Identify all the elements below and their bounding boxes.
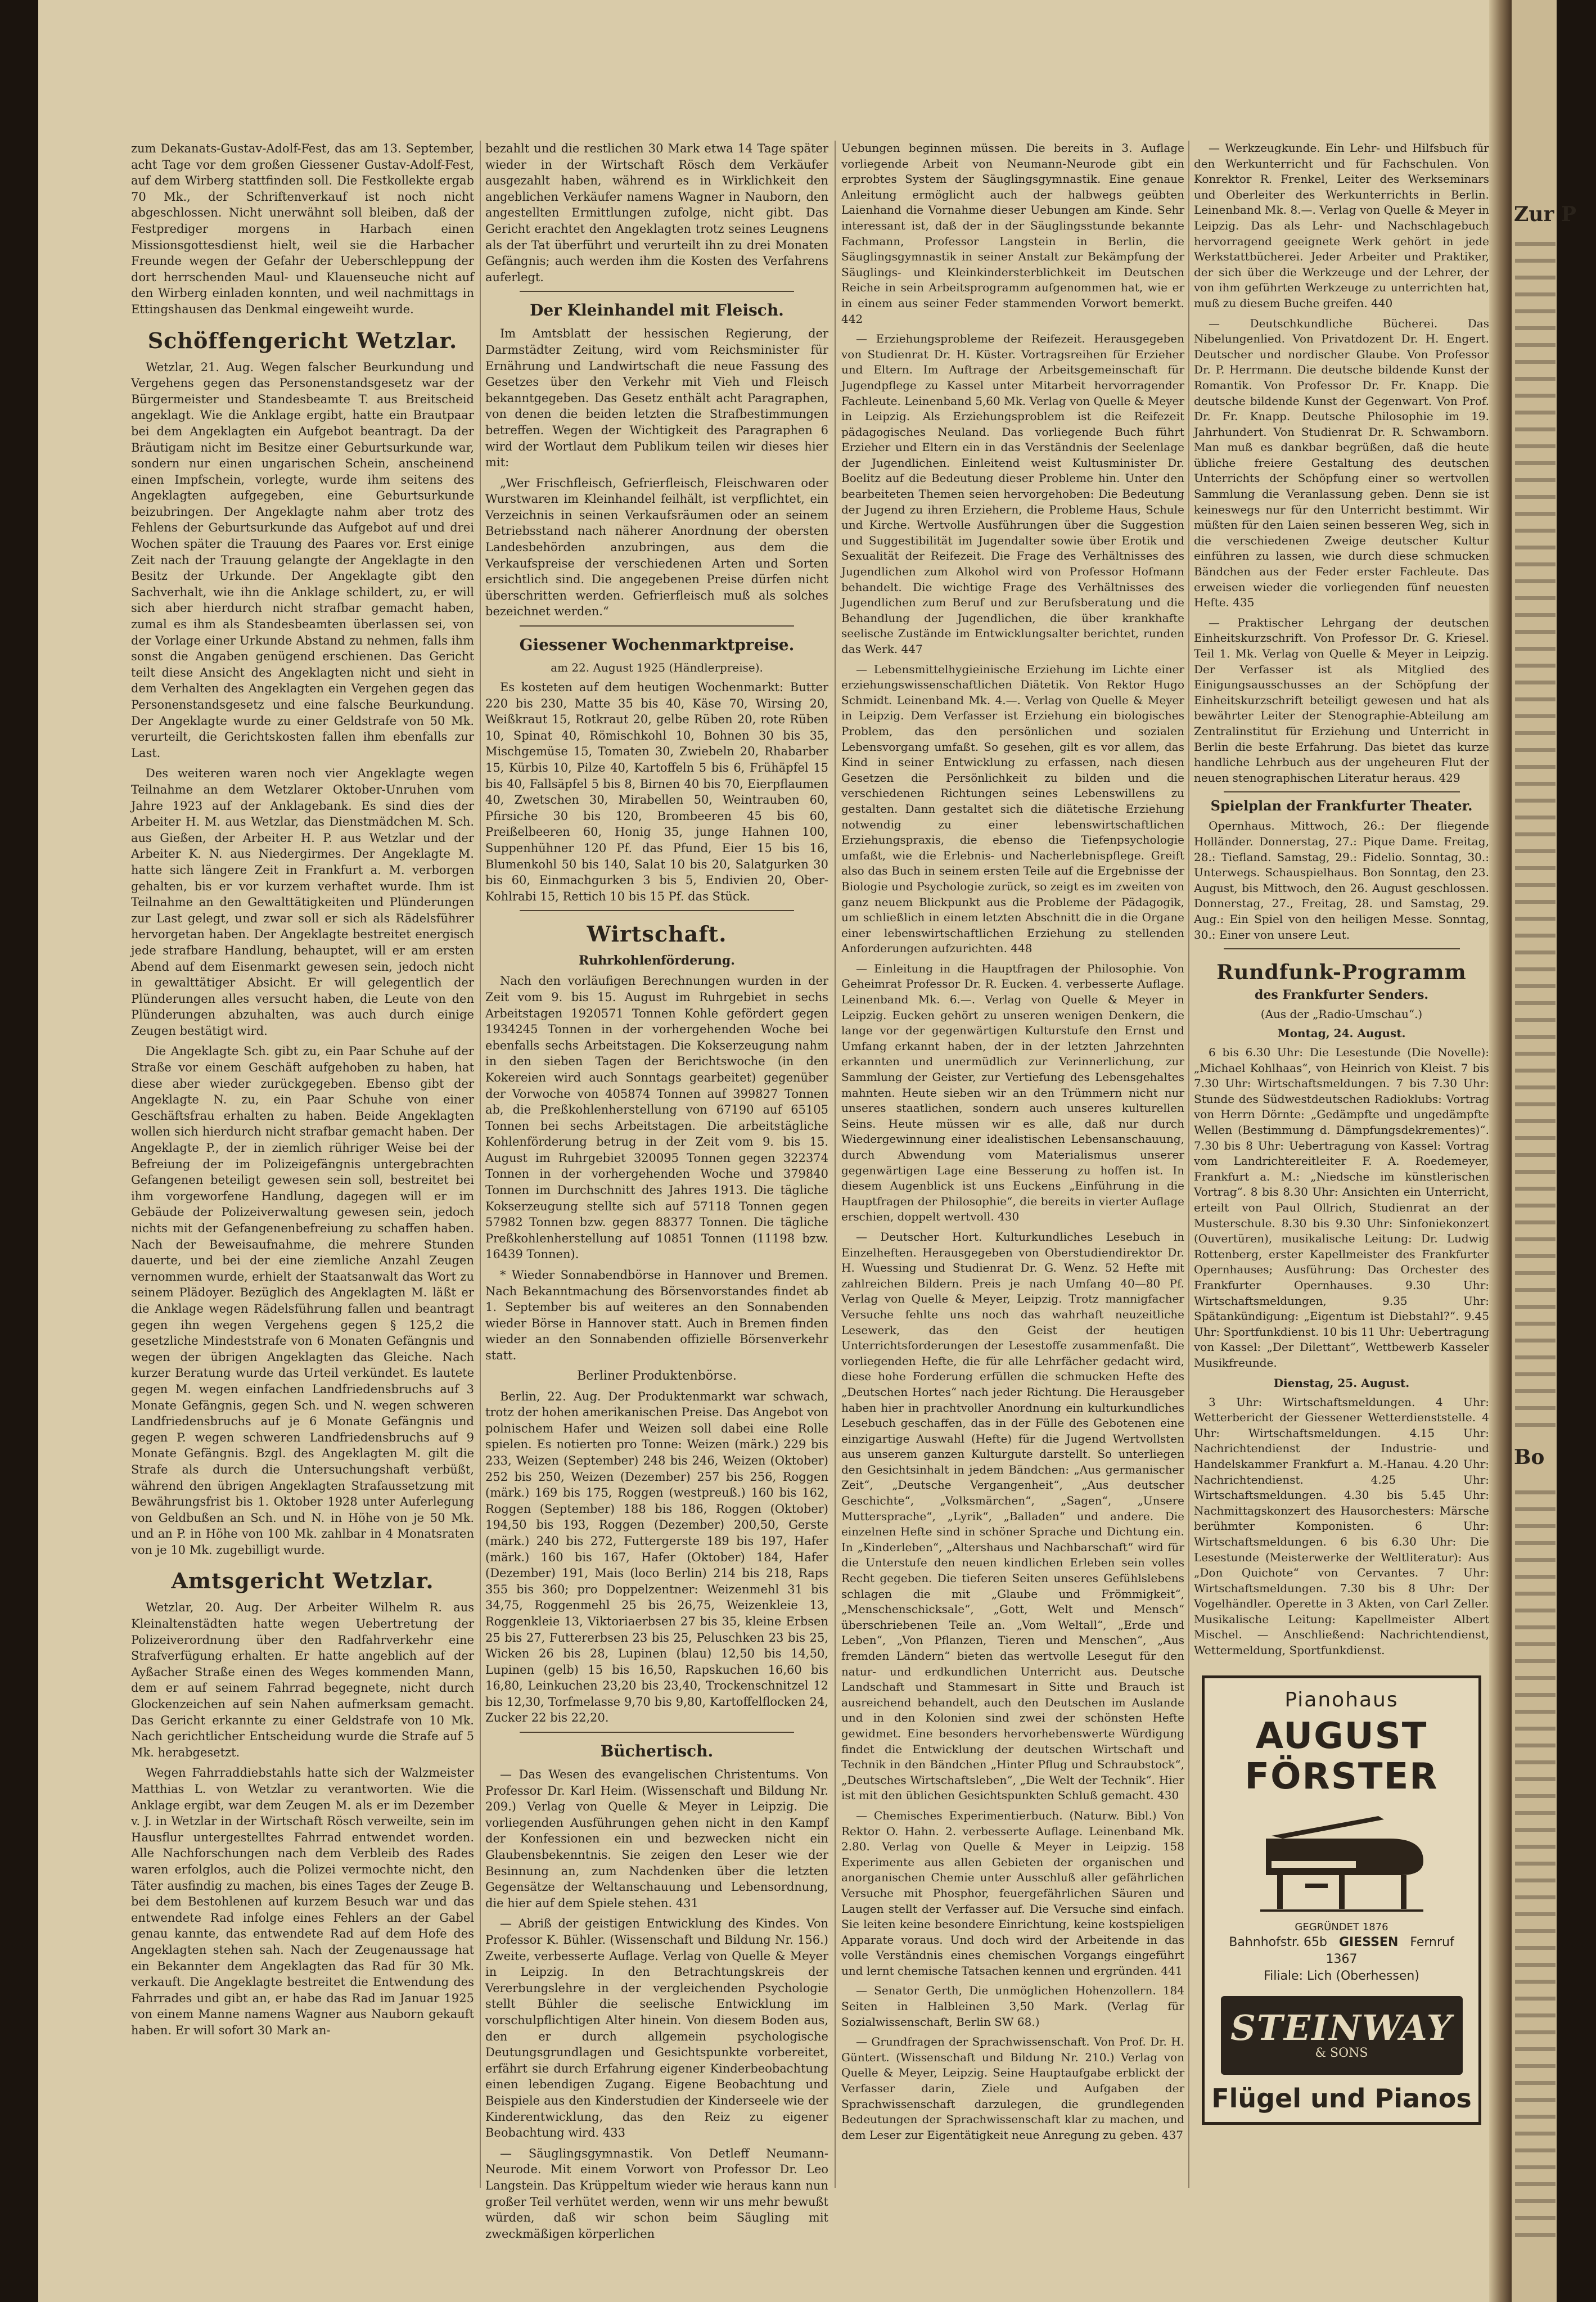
column-rule bbox=[1188, 141, 1189, 2188]
adjacent-text-line bbox=[1515, 900, 1556, 904]
adjacent-text-line bbox=[1515, 1609, 1556, 1612]
article-paragraph: Berlin, 22. Aug. Der Produktenmarkt war schwach, trotz der hohen amerikanischen Preise. Das Angebot von polnischem Hafer und Weizen soll dabei eine Rolle spielen. Es notierten pro Tonne: Weizen (märk.) 229 bis 233, Weizen (September) 248 bis 246, Weizen (Oktober) 252 bis 250, Weizen (Dezember) 257 bis 256, Roggen (märk.) 169 bis 175, Roggen (westpreuß.) 160 bis 162, Roggen (September) 188 bis 186, Roggen (Oktober) 194,50 bis 193, Roggen (Dezember) 200,50, Gerste (märk.) 240 bis 272, Futtergerste 189 bis 197, Hafer (märk.) 160 bis 167, Hafer (Oktober) 184, Hafer (Dezember) 191, Mais (loco Berlin) 214 bis 218, Raps 355 bis 360; pro Doppelzentner: Weizenmehl 31 bis 34,75, Roggenmehl 25 bis 26,75, Weizenkleie 13, Roggenkleie 13, Viktoriaerbsen 27 bis 35, kleine Erbsen 25 bis 27, Futtererbsen 23 bis 25, Peluschken 23 bis 25, Wicken 26 bis 28, Lupinen (blau) 12,50 bis 14,50, Lupinen (gelb) 15 bis 16,50, Rapskuchen 16,60 bis 16,80, Leinkuchen 23,20 bis 23,40, Trockenschnitzel 12 bis 12,30, Torfmelasse 9,70 bis 9,80, Kartoffelflocken 24, Zucker 22 bis 22,20. bbox=[485, 1389, 828, 1725]
article-paragraph: Die Angeklagte Sch. gibt zu, ein Paar Schuhe auf der Straße vor einem Geschäft aufgehoben zu haben, hat diese aber wieder zurückgegeben. Ebenso gibt der Angeklagte N. zu, ein Paar Schuhe von einer Geschäftsfrau erhalten zu haben. Beide Angeklagten wollen sich hierdurch nicht strafbar gemacht haben. Der Angeklagte P., der in ziemlich rühriger Weise bei der Befreiung der im Polizeigefängnis untergebrachten Gefangenen beteiligt gewesen sein soll, bestreitet bei ihm vorgeworfene Handlung, dagegen will er im Gebäude der Polizeiverwaltung gewesen sein, jedoch nichts mit der Gefangenenbefreiung zu schaffen haben. Nach der Beweisaufnahme, die mehrere Stunden dauerte, und bei der eine ziemliche Anzahl Zeugen vernommen wurde, erhielt der Staatsanwalt das Wort zu seinem Plädoyer. Bezüglich des Angeklagten M. läßt er die Anklage wegen Rädelsführung fallen und beantragt gegen ihn wegen Vergehens gegen § 125,2 die gesetzliche Mindeststrafe von 6 Monaten Gefängnis und wegen der übrigen Angeklagten das Gleiche. Nach kurzer Beratung wurde das Urteil verkündet. Es lautete gegen M. wegen einfachen Landfriedensbruchs auf 3 Monate Gefängnis, gegen Sch. und N. wegen schweren Landfriedensbruchs auf je 6 Monate Gefängnis und gegen P. wegen schweren Landfriedensbruchs auf 9 Monate Gefängnis. Bzgl. des Angeklagten M. gilt die Strafe als durch die Untersuchungshaft verbüßt, während den übrigen Angeklagten Strafaussetzung mit Bewährungsfrist bis 1. Oktober 1928 unter Auferlegung von Geldbußen an Sch. und N. in Höhe von je 50 Mk. und an P. in Höhe von 100 Mk. zahlbar in 4 Monatsraten von je 10 Mk. zugebilligt wurde. bbox=[131, 1044, 474, 1557]
book-review: — Das Wesen des evangelischen Christentums. Von Professor Dr. Karl Heim. (Wissenschaft und Bildung Nr. 209.) Verlag von Quelle & Meyer in Leipzig. Die vorliegenden Ausführungen gehen nicht in den Kampf der Konfessionen ein und bezwecken nicht ein Glaubensbekenntnis. Sie zeigen den Leser wie der Besinnung an, zum Nachdenken über die letzten Gegensätze der Weltanschauung und Lebensordnung, die hier auf dem Spiele stehen. 431 bbox=[485, 1768, 828, 1910]
adjacent-text-line bbox=[1515, 1288, 1556, 1292]
adjacent-page-heading: Zur P bbox=[1514, 202, 1577, 226]
adjacent-text-line bbox=[1515, 697, 1556, 701]
adjacent-text-line bbox=[1515, 1676, 1556, 1680]
column-rule bbox=[480, 141, 481, 2188]
day-heading: Montag, 24. August. bbox=[1277, 1026, 1406, 1040]
adjacent-text-line bbox=[1515, 1220, 1556, 1224]
adjacent-text-line bbox=[1515, 1237, 1556, 1241]
article-continuation: zum Dekanats-Gustav-Adolf-Fest, das am 13. September, acht Tage vor dem großen Giessener Gustav-Adolf-Fest, auf dem Wirberg stattfinden soll. Die Festkollekte ergab 70 Mk., der Schriftenverkauf ist noch nicht abgeschlossen. Nicht unerwähnt soll bleiben, daß der Festprediger morgens in Harbach einen Missionsgottesdienst hielt, weil sie die Harbacher Freunde wegen der Gefahr der Ueberschleppung der dort herrschenden Maul- und Klauenseuche nicht auf den Wirberg einladen konnten, und weil nachmittags in Ettingshausen das Denkmal eingeweiht wurde. bbox=[131, 142, 474, 316]
heading-spielplan: Spielplan der Frankfurter Theater. bbox=[1210, 798, 1473, 814]
adjacent-text-line bbox=[1515, 967, 1556, 971]
book-review: — Erziehungsprobleme der Reifezeit. Herausgegeben von Studienrat Dr. H. Küster. Vortragsreihen für Erzieher und Eltern. Im Auftrage der Arbeitsgemeinschaft für Jugendpflege zu Kassel unter Mitarbeit hervorragender Fachleute. Leinenband 5,60 Mk. Verlag von Quelle & Meyer in Leipzig. Als Erziehungsproblem ist die Reifezeit pädagogisches Neuland. Das vorliegende Buch führt Erzieher und Eltern ein in das Verständnis der Seelenlage der Jugendlichen. Einleitend weist Kultusminister Dr. Boelitz auf die Bedeutung dieser Probleme hin. Unter den bearbeiteten Themen seien hervorgehoben: Die Bedeutung der Jugend zu ihren Erziehern, die Probleme Haus, Schule und Kirche. Wertvolle Ausführungen über die Suggestion und Suggestibilität im Jugendalter sowie über Erotik und Sexualität der Reifezeit. Die Frage des Verhältnisses des Jugendlichen zum Alkohol wird von Professor Hofmann behandelt. Die wichtige Frage des Verhältnisses des Jugendlichen zum Beruf und zur Berufsberatung und die Behandlung der Jugendlichen, die über krankhafte seelische Zustände im Entwicklungsalter berichtet, runden das Werk. 447 bbox=[841, 332, 1184, 656]
article-paragraph: „Wer Frischfleisch, Gefrierfleisch, Fleischwaren oder Wurstwaren im Kleinhandel feilhält, ist verpflichtet, ein Verzeichnis in seinen Verkaufsräumen oder an seinem Betriebsstand nach näherer Anordnung der obersten Landesbehörden anzubringen, aus dem die Verkaufspreise der verschiedenen Arten und Sorten ersichtlich sind. Die angegebenen Preise dürfen nicht überschritten werden. Gefrierfleisch muß als solches bezeichnet werden.“ bbox=[485, 476, 828, 619]
adjacent-text-line bbox=[1515, 866, 1556, 870]
adjacent-text-line bbox=[1515, 1102, 1556, 1106]
adjacent-text-line bbox=[1515, 1541, 1556, 1545]
adjacent-text-line bbox=[1515, 1558, 1556, 1562]
adjacent-text-line bbox=[1515, 377, 1556, 381]
column-2 bbox=[485, 141, 828, 2241]
adjacent-text-line bbox=[1515, 1490, 1556, 1494]
adjacent-text-line bbox=[1515, 681, 1556, 684]
adjacent-text-line bbox=[1515, 1254, 1556, 1258]
book-review: — Einleitung in die Hauptfragen der Philosophie. Von Geheimrat Professor Dr. R. Eucken. 4. verbesserte Auflage. Leinenband Mk. 6.—. Verlag von Quelle & Meyer in Leipzig. Eucken gehört zu unseren wenigen Denkern, die lange vor der gegenwärtigen Kulturstufe den Ernst und Umfang erkannt haben, der in der letzten Jahrzehnten erkannten und unermüdlich zur Verinnerlichung, zur Sammlung der Geister, zur Vertiefung des Lebensgehaltes mahnten. Heute sieben wir an den Trümmern nicht nur unseres staatlichen, sondern auch unseres kulturellen Seins. Heute müssen wir es alle, daß nur durch Wiedergewinnung einer idealistischen Lebensanschauung, durch Abwendung vom Materialismus unserer gegenwärtigen Lage eine Besserung zu hoffen ist. In diesem Augenblick ist uns Euckens „Einführung in die Hauptfragen der Philosophie“, die bereits in vierter Auflage erschien, doppelt wertvoll. 430 bbox=[841, 961, 1184, 1224]
adjacent-text-line bbox=[1515, 1507, 1556, 1511]
divider bbox=[520, 1732, 794, 1733]
adjacent-text-line bbox=[1515, 950, 1556, 954]
book-review: — Abriß der geistigen Entwicklung des Kindes. Von Professor K. Bühler. (Wissenschaft und Bildung Nr. 156.) Zweite, verbesserte Auflage. Verlag von Quelle & Meyer in Leipzig. In den Betrachtungskreis der Vererbungslehre in der vergleichenden Psychologie stellt Bühler die seelische Entwicklung im vorschulpflichtigen Alter hinein. Von diesem Boden aus, den er durch allgemein psychologische Deutungsgrundlagen und Gesichtspunkte vorbereitet, erfährt sie durch Erfahrung eigener Kinderbeobachtung einen lebendigen Zugang. Eigene Beobachtung und Beispiele aus den Kinderstudien der Kinderseele wie der Kinderentwicklung, das den Reiz zu eigener Beobachtung wird. 433 bbox=[485, 1917, 828, 2140]
adjacent-text-line bbox=[1515, 984, 1556, 988]
article-paragraph: Des weiteren waren noch vier Angeklagte wegen Teilnahme an dem Wetzlarer Oktober-Unruhen vom Jahre 1923 auf der Anklagebank. Es sind dies der Arbeiter H. M. aus Wetzlar, das Dienstmädchen M. Sch. aus Gießen, der Arbeiter H. P. aus Wetzlar und der Arbeiter K. N. aus Niedergirmes. Der Angeklagte M. hatte sich längere Zeit in Frankfurt a. M. verborgen gehalten, bis er vor kurzem verhaftet wurde. Ihm ist Teilnahme an den Gewalttätigkeiten und Plünderungen zur Last gelegt, und zwar soll er sich als Rädelsführer hervorgetan haben. Der Angeklagte bestreitet energisch jede strafbare Handlung, behauptet, will er am ersten Abend auf dem Eisenmarkt gewesen sein, jedoch nicht in gewalttätiger Absicht. Er will gelegentlich der Plünderungen alles versucht haben, die Leute von den Plünderungen abzuhalten, was auch durch einige Zeugen bestätigt wird. bbox=[131, 767, 474, 1038]
adjacent-text-line bbox=[1515, 276, 1556, 280]
adjacent-text-line bbox=[1515, 259, 1556, 263]
column-3 bbox=[841, 141, 1184, 2188]
adjacent-text-line bbox=[1515, 1271, 1556, 1275]
adjacent-text-line bbox=[1515, 1187, 1556, 1191]
grand-piano-icon bbox=[1249, 1805, 1435, 1917]
article-paragraph: Im Amtsblatt der hessischen Regierung, der Darmstädter Zeitung, wird vom Reichsminister für Ernährung und Landwirtschaft die neue Fassung des Gesetzes über den Verkehr mit Vieh und Fleisch bekanntgegeben. Das Gesetz enthält acht Paragraphen, von denen die beiden letzten die Strafbestimmungen betreffen. Wegen der Wichtigkeit des Paragraphen 6 wird der Wortlaut dem Publikum teilen wir dieses hier mit: bbox=[485, 327, 828, 470]
adjacent-text-line bbox=[1515, 292, 1556, 296]
adjacent-text-line bbox=[1515, 2047, 1556, 2051]
steinway-logo: STEINWAY & SONS bbox=[1221, 1996, 1463, 2075]
adjacent-text-line bbox=[1515, 647, 1556, 651]
ad-tagline: Flügel und Pianos bbox=[1211, 2083, 1472, 2114]
adjacent-text-line bbox=[1515, 2030, 1556, 2034]
heading-kleinhandel: Der Kleinhandel mit Fleisch. bbox=[530, 301, 784, 320]
adjacent-text-line bbox=[1515, 2233, 1556, 2237]
adjacent-text-line bbox=[1515, 2098, 1556, 2102]
adjacent-text-line bbox=[1515, 1659, 1556, 1663]
adjacent-text-line bbox=[1515, 1878, 1556, 1882]
article-paragraph: * Wieder Sonnabendbörse in Hannover und Bremen. Nach Bekanntmachung des Börsenvorstandes findet ab 1. September bis auf weiteres an den Sonnabenden wieder Börse in Hannover statt. Auch in Bremen finden wieder an den Sonnabenden offizielle Börsenverkehr statt. bbox=[485, 1268, 828, 1362]
adjacent-text-line bbox=[1515, 630, 1556, 634]
divider bbox=[520, 910, 794, 911]
adjacent-text-line bbox=[1515, 2199, 1556, 2203]
rundfunk-source: (Aus der „Radio-Umschau“.) bbox=[1260, 1007, 1423, 1021]
heading-ruhrkohle: Ruhrkohlenförderung. bbox=[579, 953, 735, 968]
adjacent-text-line bbox=[1515, 360, 1556, 364]
adjacent-text-line bbox=[1515, 1744, 1556, 1747]
adjacent-text-line bbox=[1515, 832, 1556, 836]
adjacent-text-line bbox=[1515, 1085, 1556, 1089]
newspaper-page bbox=[38, 0, 1577, 2302]
adjacent-text-line bbox=[1515, 1018, 1556, 1022]
market-prices: Es kosteten auf dem heutigen Wochenmarkt: Butter 220 bis 230, Matte 35 bis 40, Käse 70, Wirsing 20, Weißkraut 15, Rotkraut 20, gelbe Rüben 20, rote Rüben 10, Spinat 40, Römischkohl 10, Bohnen 30 bis 35, Mischgemüse 15, Tomaten 30, Zwiebeln 20, Rhabarber 15, Kürbis 10, Pilze 40, Kartoffeln 5 bis 6, Frühäpfel 15 bis 40, Fallsäpfel 5 bis 8, Birnen 40 bis 70, Eierpflaumen 40, Zwetschen 30, Mirabellen 50, Weintrauben 60, Pfirsiche 30 bis 120, Brombeeren 45 bis 60, Preißelbeeren 60, Honig 35, junge Hahnen 100, Suppenhühner 120 Pf. das Pfund, Eier 15 bis 16, Blumenkohl 50 bis 140, Salat 10 bis 20, Salatgurken 30 bis 60, Einmachgurken 3 bis 5, Endivien 20, Ober-Kohlrabi 15, Rettich 10 bis 15 Pf. das Stück. bbox=[485, 681, 828, 903]
book-review: — Lebensmittelhygieinische Erziehung im Lichte einer erziehungswissenschaftlichen Diätetik. Von Rektor Hugo Schmidt. Leinenband Mk. 4.—. Verlag von Quelle & Meyer in Leipzig. Dem Verfasser ist Erziehung ein biologisches Problem, das den persönlichen und sozialen Lebensvorgang umfaßt. So gesehen, gilt es vor allem, das Kind in seiner Entwicklung zu erfassen, nach diesen Gesetzen die Persönlichkeit zu bilden und die verschiedenen Richtungen seines Lebenswillens zu gestalten. Dann gestaltet sich die diätetische Erziehung notwendig zu einer lebenswirtschaftlichen Erziehungspraxis, die ebenso die Tiefenpsychologie umfaßt, wie die Erlebnis- und Nacherlebnispflege. Greift also das Buch in seinem ersten Teile auf die Ergebnisse der Biologie und Psychologie zurück, so zeigt es im zweiten von ganz neuem Blickpunkt aus die Probleme der Pädagogik, um schließlich in einem letzten Abschnitt die in die Organe einer lebenswirtschaftlichen Erziehung zu stellenden Anforderungen aufzurichten. 448 bbox=[841, 662, 1184, 956]
adjacent-text-line bbox=[1515, 529, 1556, 533]
adjacent-text-line bbox=[1515, 596, 1556, 600]
ad-shop-label: Pianohaus bbox=[1284, 1688, 1399, 1711]
adjacent-text-line bbox=[1515, 2081, 1556, 2085]
adjacent-text-line bbox=[1515, 444, 1556, 448]
adjacent-text-line bbox=[1515, 1895, 1556, 1899]
heading-wirtschaft: Wirtschaft. bbox=[587, 921, 727, 947]
heading-produktenboerse: Berliner Produktenbörse. bbox=[577, 1368, 737, 1383]
adjacent-text-line bbox=[1515, 1929, 1556, 1933]
article-paragraph: Wetzlar, 20. Aug. Der Arbeiter Wilhelm R. aus Kleinaltenstädten hatte wegen Uebertretung der Polizeiverordnung über den Radfahrverkehr eine Strafverfügung erhalten. Er hatte angeblich auf der Ayßacher Straße einen des Weges kommenden Mann, dem er auf seinem Fahrrad begegnete, nicht durch Glockenzeichen auf sein Nahen aufmerksam gemacht. Das Gericht erkannte zu einer Geldstrafe von 10 Mk. Nach gerichtlicher Entscheidung wurde die Strafe auf 5 Mk. herabgesetzt. bbox=[131, 1601, 474, 1759]
adjacent-text-line bbox=[1515, 546, 1556, 549]
adjacent-text-line bbox=[1515, 1963, 1556, 1967]
article-paragraph: Wegen Fahrraddiebstahls hatte sich der Walzmeister Matthias L. von Wetzlar zu verantworten. Wie die Anklage ergibt, war dem Zeugen M. als er im Dezember v. J. in Wetzlar in der Wirtschaft Rösch verweilte, sein im Hausflur untergestelltes Fahrrad entwendet worden. Alle Nachforschungen nach dem Verbleib des Rades waren erfolglos, auch die Polizei vermochte nicht, den Täter ausfindig zu machen, bis eines Tages der Zeuge B. bei dem Bestohlenen auf kurzem Besuch war und das entwendete Rad infolge eines Fehlers an der Gabel genau kannte, das entwendete Rad auf dem Hofe des Angeklagten stehen sah. Nach der Zeugenaussage hat ein Bekannter dem Angeklagten das Rad für 30 Mk. verkauft. Die Angeklagte bestreitet die Entwendung des Fahrrades und gibt an, er habe das Rad im Januar 1925 von einem Manne namens Wagner aus Nauborn gekauft haben. Er will sofort 30 Mark an- bbox=[131, 1766, 474, 2037]
ad-address-line bbox=[1211, 1934, 1472, 1968]
book-gutter bbox=[1489, 0, 1512, 2302]
adjacent-text-line bbox=[1515, 1997, 1556, 2001]
adjacent-text-line bbox=[1515, 1170, 1556, 1174]
adjacent-text-line bbox=[1515, 1777, 1556, 1781]
book-review: — Deutscher Hort. Kulturkundliches Lesebuch in Einzelheften. Herausgegeben von Oberstudiendirektor Dr. H. Wuessing und Studienrat Dr. G. Wenz. 52 Hefte mit zahlreichen Bildern. Preis je nach Umfang 40—80 Pf. Verlag von Quelle & Meyer, Leipzig. Trotz mannigfacher Versuche fehlte uns noch das wahrhaft neuzeitliche Lesewerk, das den Geist der heutigen Unterrichtsforderungen der Lesestoffe zusammenfaßt. Die vorliegenden Hefte, die für alle Lehrfächer gedacht wird, diese hohe Forderung erfüllen die schmucken Hefte des „Deutschen Hortes“ nach jeder Richtung. Die Herausgeber haben hier in prachtvoller Anordnung ein kulturkundliches Lesebuch geschaffen, das in der Fülle des Gebotenen eine einzigartige Auswahl (Hefte) für die Jugend Wertvollsten aus unserem ganzen Kulturgute darstellt. So unterliegen den Gesichtsinhalt in jedem Bändchen: „Aus germanischer Zeit“, „Deutsche Vergangenheit“, „Aus deutscher Geschichte“, „Volksmärchen“, „Sagen“, „Unsere Muttersprache“, „Lyrik“, „Balladen“ und andere. Die einzelnen Hefte sind in schöner Sprache und Dichtung ein. In „Kinderleben“, „Altershaus und Nachbarschaft“ wird für die Unterstufe den neuen kindlichen Erleben sein volles Recht gegeben. Die tieferen Seiten unseres Gefühlslebens schlagen die mit „Glaube und Frömmigkeit“, „Menschenschicksale“, „Gott, Welt und Mensch“ überschriebenen Teile an. „Vom Weltall“, „Erde und Leben“, „Von Pflanzen, Tieren und Menschen“, „Aus fremden Ländern“ bieten das wertvolle Lesegut für den natur- und erdkundlichen Unterricht aus. Deutsche Landschaft und Stammesart in Sitte und Brauch ist ausreichend behandelt, auch den Deutschen im Auslande und in den Kolonien sind zwei der schönsten Hefte gewidmet. Eine besonders hervorhebenswerte Würdigung findet die Entwicklung der deutschen Wirtschaft und Technik in den Bändchen „Hinter Pflug und Schraubstock“, „Deutsches Wirtschaftsleben“, „Die Welt der Technik“. Hier ist mit den üblichen Gesichtspunkten Schluß gemacht. 430 bbox=[841, 1229, 1184, 1803]
heading-buechertisch: Büchertisch. bbox=[600, 1742, 714, 1761]
heading-amtsgericht: Amtsgericht Wetzlar. bbox=[171, 1568, 434, 1594]
adjacent-text-line bbox=[1515, 394, 1556, 398]
adjacent-text-line bbox=[1515, 2132, 1556, 2136]
adjacent-text-line bbox=[1515, 1052, 1556, 1056]
radio-schedule: 3 Uhr: Wirtschaftsmeldungen. 4 Uhr: Wetterbericht der Giessener Wetterdienststelle. 4 Uhr: Wirtschaftsmeldungen. 4.15 Uhr: Nachrichtendienst der Industrie- und Handelskammer Frankfurt a. M.-Hanau. 4.20 Uhr: Nachrichtendienst. 4.25 Uhr: Wirtschaftsmeldungen. 4.30 bis 5.45 Uhr: Nachmittagskonzert des Hausorchesters: Märsche berühmter Komponisten. 6 Uhr: Wirtschaftsmeldungen. 6 bis 6.30 Uhr: Die Lesestunde (Meisterwerke der Weltliteratur): Aus „Don Quichote“ von Cervantes. 7 Uhr: Wirtschaftsmeldungen. 7.30 bis 8 Uhr: Der Vogelhändler. Operette in 3 Akten, von Carl Zeller. Musikalische Leitung: Kapellmeister Albert Mischel. — Anschließend: Nachrichtendienst, Wettermeldung, Sportfunkdienst. bbox=[1194, 1395, 1489, 1657]
adjacent-text-line bbox=[1515, 1069, 1556, 1073]
day-heading: Dienstag, 25. August. bbox=[1273, 1376, 1410, 1390]
adjacent-text-line bbox=[1515, 664, 1556, 668]
adjacent-text-line bbox=[1515, 495, 1556, 499]
adjacent-text-line bbox=[1515, 748, 1556, 752]
adjacent-text-line bbox=[1515, 799, 1556, 803]
adjacent-text-line bbox=[1515, 1136, 1556, 1140]
adjacent-text-line bbox=[1515, 1423, 1556, 1427]
heading-wochenmarkt: Giessener Wochenmarktpreise. bbox=[519, 636, 795, 655]
heading-rundfunk: Rundfunk-Programm bbox=[1216, 961, 1467, 985]
adjacent-text-line bbox=[1515, 1001, 1556, 1005]
book-review: — Deutschkundliche Bücherei. Das Nibelungenlied. Von Privatdozent Dr. H. Engert. Deutscher und nordischer Glaube. Von Professor Dr. P. Herrmann. Die deutsche bildende Kunst der Romantik. Von Professor Dr. Fr. Knapp. Die deutsche bildende Kunst der Gegenwart. Von Prof. Dr. Fr. Knapp. Deutsche Philosophie im 19. Jahrhundert. Von Studienrat Dr. R. Schwamborn. Man muß es dankbar begrüßen, daß die heute übliche freiere Gestaltung des deutschen Unterrichts der Schöpfung einer so wertvollen Sammlung die Veranlassung geben. Denn sie ist keineswegs nur für den Unterricht bestimmt. Wir müßten für den Laien seinen besseren Weg, sich in die verschiedenen Zweige deutscher Kultur einführen zu lassen, wie durch diese schmucken Bändchen aus der Feder erster Fachleute. Das erweisen wieder die vorliegenden fünf neuesten Hefte. 435 bbox=[1194, 316, 1489, 610]
adjacent-text-line bbox=[1515, 1204, 1556, 1208]
theater-schedule: Opernhaus. Mittwoch, 26.: Der fliegende Holländer. Donnerstag, 27.: Pique Dame. Freitag, 28.: Tiefland. Samstag, 29.: Fidelio. Sonntag, 30.: Unterwegs. Schauspielhaus. Bon Sonntag, den 23. August, bis Mittwoch, den 26. August geschlossen. Donnerstag, 27., Freitag, 28. und Samstag, 29. Aug.: Ein Spiel von den heiligen Messe. Sonntag, 30.: Einer von unsere Leut. bbox=[1194, 819, 1489, 941]
adjacent-text-line bbox=[1515, 326, 1556, 330]
divider bbox=[1224, 948, 1460, 949]
adjacent-text-line bbox=[1515, 1642, 1556, 1646]
book-review: — Senator Gerth, Die unmöglichen Hohenzollern. 184 Seiten in Halbleinen 3,50 Mark. (Verlag für Sozialwissenschaft, Berlin SW 68.) bbox=[841, 1984, 1184, 2029]
advertisement-pianohaus bbox=[1202, 1675, 1481, 2125]
book-review: — Säuglingsgymnastik. Von Detleff Neumann-Neurode. Mit einem Vorwort von Professor Dr. Leo Langstein. Das Krüppeltum wieder wie heraus kann nun großer Teil verhütet werden, wenn wir uns mehr bewußt würden, daß wir schon beim Säugling mit zweckmäßigen körperlichen bbox=[485, 2146, 828, 2241]
adjacent-text-line bbox=[1515, 2182, 1556, 2186]
column-4 bbox=[1194, 141, 1489, 2188]
adjacent-text-line bbox=[1515, 2216, 1556, 2220]
column-1 bbox=[131, 141, 474, 2188]
adjacent-text-line bbox=[1515, 1406, 1556, 1410]
adjacent-text-line bbox=[1515, 1575, 1556, 1579]
book-review: — Grundfragen der Sprachwissenschaft. Von Prof. Dr. H. Güntert. (Wissenschaft und Bildung Nr. 210.) Verlag von Quelle & Meyer, Leipzig. Seine Hauptaufgabe erblickt der Verfasser darin, Ziele und Aufgaben der Sprachwissenschaft darzulegen, die grundlegenden Bedeutungen der Sprachwissenschaft klar zu machen, und dem Leser zur Eigentätigkeit neue Anregung zu geben. 437 bbox=[841, 2035, 1184, 2142]
adjacent-text-line bbox=[1515, 461, 1556, 465]
adjacent-text-line bbox=[1515, 1305, 1556, 1309]
adjacent-text-line bbox=[1515, 1693, 1556, 1697]
adjacent-text-line bbox=[1515, 613, 1556, 617]
market-date: am 22. August 1925 (Händlerpreise). bbox=[551, 661, 763, 675]
radio-schedule: 6 bis 6.30 Uhr: Die Lesestunde (Die Novelle): „Michael Kohlhaas“, von Heinrich von Kleist. 7 bis 7.30 Uhr: Wirtschaftsmeldungen. 7 bis 7.30 Uhr: Stunde des Südwestdeutschen Radioklubs: Vortrag von Herrn Dörnte: „Gedämpfte und ungedämpfte Wellen (Bestimmung d. Dämpfungsdekrementes)“. 7.30 bis 8 Uhr: Uebertragung von Kassel: Vortrag vom Landrichtereitleiter F. A. Roedemeyer, Frankfurt a. M.: „Niedsche im künstlerischen Vortrag“. 8 bis 8.30 Uhr: Ansichten ein Unterricht, erteilt von Paul Ollrich, Studienrat an der Musterschule. 8.30 bis 9.30 Uhr: Sinfoniekonzert (Ouvertüren), musikalische Leitung: Dr. Ludwig Rottenberg, erster Kapellmeister des Frankfurter Opernhauses; Ausführung: Das Orchester des Frankfurter Opernhauses. 9.30 Uhr: Wirtschaftsmeldungen, 9.35 Uhr: Spätankündigung: „Eigentum ist Diebstahl?“. 9.45 Uhr: Sportfunkdienst. 10 bis 11 Uhr: Uebertragung von Kassel: „Der Dilettant“, Wettbewerb Kasseler Musikfreunde. bbox=[1194, 1046, 1489, 1370]
adjacent-page-heading: Bo bbox=[1514, 1445, 1545, 1469]
adjacent-text-line bbox=[1515, 849, 1556, 853]
adjacent-text-line bbox=[1515, 1946, 1556, 1950]
adjacent-text-line bbox=[1515, 1862, 1556, 1866]
adjacent-text-line bbox=[1515, 512, 1556, 516]
adjacent-text-line bbox=[1515, 1355, 1556, 1359]
ad-branch: Filiale: Lich (Oberhessen) bbox=[1264, 1968, 1419, 1983]
adjacent-text-line bbox=[1515, 2165, 1556, 2169]
adjacent-text-line bbox=[1515, 1794, 1556, 1798]
book-review: — Chemisches Experimentierbuch. (Naturw. Bibl.) Von Rektor O. Hahn. 2. verbesserte Auflage. Leinenband Mk. 2.80. Verlag von Quelle & Meyer in Leipzig. 158 Experimente aus allen Gebieten der organischen und anorganischen Chemie unter Ausschluß aller gefährlichen Versuche mit Phosphor, feuergefährlichen Säuren und Laugen stellt der Verfasser auf. Die Versuche sind einfach. Sie leiten keine besondere Einrichtung, keine kostspieligen Apparate voraus. Und doch wird der Arbeitende in das volle Verständnis eines chemischen Vorgangs eingeführt und lernt chemische Tatsachen kennen und ergründen. 441 bbox=[841, 1808, 1184, 1977]
adjacent-text-line bbox=[1515, 579, 1556, 583]
adjacent-text-line bbox=[1515, 1845, 1556, 1849]
adjacent-text-line bbox=[1515, 2115, 1556, 2119]
book-review: — Werkzeugkunde. Ein Lehr- und Hilfsbuch für den Werkunterricht und für Fachschulen. Von Konrektor R. Frenkel, Leiter des Werkseminars und Oberleiter des Werkunterrichts in Berlin. Leinenband Mk. 8.—. Verlag von Quelle & Meyer in Leipzig. Das als Lehr- und Nachschlagebuch hervorragend geeignete Werk gehört in jede Werkstattbücherei. Jeder Arbeiter und Praktiker, der sich über die Werkzeuge und der Lehrer, der von ihm geführten Werkzeuge zu unterrichten hat, muß zu diesem Buche greifen. 440 bbox=[1194, 141, 1489, 310]
heading-schoeffengericht: Schöffengericht Wetzlar. bbox=[147, 327, 458, 353]
adjacent-text-line bbox=[1515, 1760, 1556, 1764]
divider bbox=[1224, 791, 1460, 792]
adjacent-text-line bbox=[1515, 427, 1556, 431]
adjacent-text-line bbox=[1515, 2148, 1556, 2152]
adjacent-text-line bbox=[1515, 2064, 1556, 2068]
adjacent-text-line bbox=[1515, 1811, 1556, 1815]
adjacent-text-line bbox=[1515, 1153, 1556, 1157]
adjacent-text-line bbox=[1515, 1524, 1556, 1528]
adjacent-text-line bbox=[1515, 2013, 1556, 2017]
ad-phone: Fernruf 1367 bbox=[1326, 1935, 1454, 1966]
divider bbox=[520, 291, 794, 292]
rundfunk-sender: des Frankfurter Senders. bbox=[1254, 988, 1429, 1003]
ad-city: GIESSEN bbox=[1338, 1935, 1399, 1949]
adjacent-text-line bbox=[1515, 731, 1556, 735]
adjacent-text-line bbox=[1515, 1912, 1556, 1916]
adjacent-text-line bbox=[1515, 816, 1556, 819]
adjacent-text-line bbox=[1515, 1372, 1556, 1376]
ad-founded: GEGRÜNDET 1876 bbox=[1295, 1921, 1388, 1933]
adjacent-text-line bbox=[1515, 1980, 1556, 1984]
ad-brand-name: AUGUST FÖRSTER bbox=[1245, 1715, 1439, 1798]
adjacent-text-line bbox=[1515, 1322, 1556, 1326]
article-paragraph: Wetzlar, 21. Aug. Wegen falscher Beurkundung und Vergehens gegen das Personenstandsgesetz war der Bürgermeister und Standesbeamte T. aus Breitscheid angeklagt. Wie die Anklage ergibt, hatte ein Brautpaar bei dem Angeklagten ein Aufgebot beantragt. Da der Bräutigam nicht im Besitze einer Geburtsurkunde war, sondern nur einen ungarischen Schein, anscheinend einen Impfschein, vorlegte, wurde ihm seitens des Angeklagten aufgegeben, eine Geburtsurkunde beizubringen. Der Angeklagte nahm aber trotz des Fehlens der Geburtsurkunde das Aufgebot auf und drei Wochen später die Trauung des Paares vor. Erst einige Zeit nach der Trauung gelangte der Angeklagte in den Besitz der Urkunde. Der Angeklagte gibt den Sachverhalt, wie ihn die Anklage schildert, zu, er will sich aber hierdurch nicht strafbar gemacht haben, zumal es ihm als Standesbeamten überlassen sei, von der Vorlage einer Urkunde Abstand zu nehmen, falls ihm sonst die Angaben genügend erschienen. Das Gericht teilt diese Ansicht des Angeklagten nicht und sieht in dem Verhalten des Angeklagten ein Vergehen gegen das Personenstandsgesetz und eine falsche Beurkundung. Der Angeklagte wurde zu einer Geldstrafe von 50 Mk. verurteilt, die Gerichtskosten fallen ihm ebenfalls zur Last. bbox=[131, 360, 474, 760]
adjacent-page-edge bbox=[1512, 0, 1577, 2302]
adjacent-text-line bbox=[1515, 1727, 1556, 1731]
adjacent-text-line bbox=[1515, 714, 1556, 718]
adjacent-text-line bbox=[1515, 917, 1556, 921]
adjacent-text-line bbox=[1515, 1710, 1556, 1714]
adjacent-text-line bbox=[1515, 242, 1556, 246]
adjacent-text-line bbox=[1515, 343, 1556, 347]
adjacent-text-line bbox=[1515, 562, 1556, 566]
ad-address: Bahnhofstr. 65b bbox=[1229, 1935, 1327, 1949]
adjacent-text-line bbox=[1515, 934, 1556, 938]
adjacent-text-line bbox=[1515, 1119, 1556, 1123]
adjacent-text-line bbox=[1515, 1035, 1556, 1039]
divider bbox=[520, 625, 794, 627]
adjacent-text-line bbox=[1515, 782, 1556, 786]
adjacent-text-line bbox=[1515, 1389, 1556, 1393]
adjacent-text-line bbox=[1515, 309, 1556, 313]
adjacent-text-line bbox=[1515, 1828, 1556, 1832]
adjacent-text-line bbox=[1515, 1625, 1556, 1629]
column-rule bbox=[835, 141, 836, 2188]
article-continuation: bezahlt und die restlichen 30 Mark etwa 14 Tage später wieder in der Wirtschaft Rösch dem Verkäufer ausgezahlt haben, während es in Wirklichkeit den angeblichen Verkäufer namens Wagner in Nauborn, den angestellten Ermittlungen zufolge, nicht gibt. Das Gericht erachtet den Angeklagten trotz seines Leugnens als der Tat überführt und verurteilt ihn zu drei Monaten Gefängnis; auch werden ihm die Kosten des Verfahrens auferlegt. bbox=[485, 142, 828, 284]
adjacent-text-line bbox=[1515, 1339, 1556, 1343]
adjacent-text-line bbox=[1515, 883, 1556, 887]
book-review: Uebungen beginnen müssen. Die bereits in 3. Auflage vorliegende Arbeit von Neumann-Neurode gibt ein erprobtes System der Säuglingsgymnastik. Eine genaue Anleitung ermöglicht auch der halbwegs geübten Laienhand die Vornahme dieser Uebungen am Kinde. Sehr interessant ist, daß der in der Säuglingsstunde bekannte Fachmann, Professor Langstein in Berlin, die Säuglingsgymnastik in seiner Anstalt zur Bekämpfung der Säuglings- und Kleinkindersterblichkeit im Deutschen Reiche in sein Arbeitsprogramm aufgenommen hat, wie er in einem aus seiner Feder stammenden Vorwort bemerkt. 442 bbox=[841, 141, 1184, 326]
article-paragraph: Nach den vorläufigen Berechnungen wurden in der Zeit vom 9. bis 15. August im Ruhrgebiet in sechs Arbeitstagen 1920571 Tonnen Kohle gefördert gegen 1934245 Tonnen in der vorhergehenden Woche bei ebenfalls sechs Arbeitstagen. Die Kokserzeugung nahm in den sieben Tagen der Berichtswoche (in den Kokereien wird auch Sonntags gearbeitet) gegenüber der Vorwoche von 405874 Tonnen auf 399827 Tonnen ab, die Preßkohlenherstellung von 67190 auf 65105 Tonnen bei sechs Arbeitstagen. Die arbeitstägliche Kohlenförderung betrug in der Zeit vom 9. bis 15. August im Ruhrgebiet 320095 Tonnen gegen 322374 Tonnen in der vorhergehenden Woche und 379840 Tonnen im Durchschnitt des Jahres 1913. Die tägliche Kokserzeugung stellte sich auf 57118 Tonnen gegen 57982 Tonnen bzw. gegen 88377 Tonnen. Die tägliche Preßkohlenherstellung auf 10851 Tonnen (11198 bzw. 16439 Tonnen). bbox=[485, 974, 828, 1262]
adjacent-text-line bbox=[1515, 411, 1556, 415]
adjacent-text-line bbox=[1515, 1592, 1556, 1596]
book-review: — Praktischer Lehrgang der deutschen Einheitskurzschrift. Von Professor Dr. G. Kriesel. Teil 1. Mk. Verlag von Quelle & Meyer in Leipzig. Der Verfasser ist als Mitglied des Einigungsausschusses an der Schöpfung der Einheitskurzschrift beteiligt gewesen und hat als bewährter Leiter der Stenographie-Abteilung am Zentralinstitut für Erziehung und Unterricht in Berlin die beste Erfahrung. Das bietet das kurze handliche Lehrbuch aus der ungeheuren Flut der neuen stenographischen Literatur heraus. 429 bbox=[1194, 615, 1489, 785]
adjacent-text-line bbox=[1515, 478, 1556, 482]
adjacent-text-line bbox=[1515, 765, 1556, 769]
